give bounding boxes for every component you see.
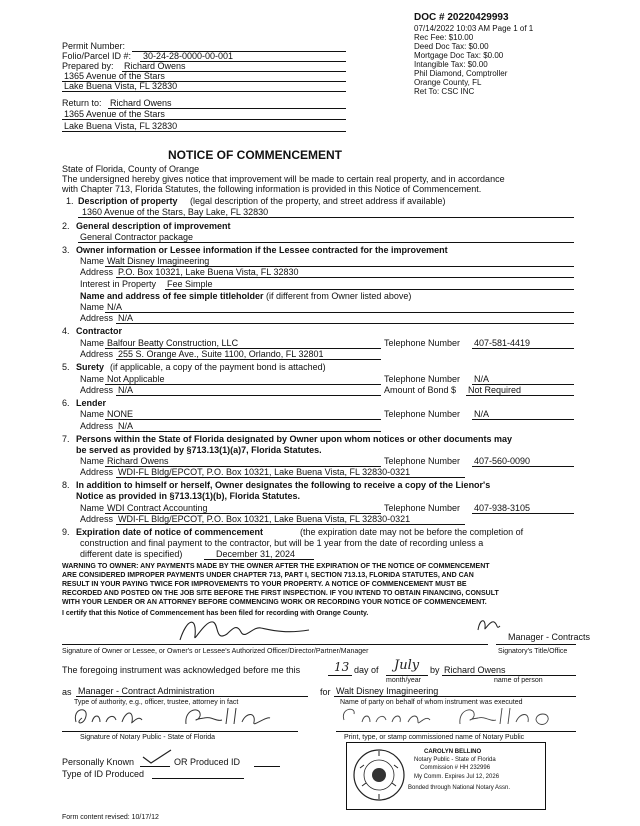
item-8-label-1: In addition to himself or herself, Owner designates the following to receive a copy of the Lienor's <box>76 480 491 490</box>
surety-address-label: Address <box>80 385 114 395</box>
certify-statement: I certify that this Notice of Commencement has been filed for recording with Orange County. <box>62 610 369 617</box>
ack-person: Richard Owens <box>444 665 506 675</box>
surety-name: Not Applicable <box>107 374 165 384</box>
prepared-address-line-2 <box>62 91 346 92</box>
item-7-label-2: be served as provided by §713.13(1)(a)7, Florida Statutes. <box>76 445 322 455</box>
lender-name-line <box>105 419 381 420</box>
return-address-line-2 <box>62 131 346 132</box>
owner-address-line <box>116 277 574 278</box>
copy-tel: 407-938-3105 <box>474 503 531 513</box>
owner-name: Walt Disney Imagineering <box>107 256 210 266</box>
designee-name: Richard Owens <box>107 456 169 466</box>
item-4-number: 4. <box>62 326 70 336</box>
monthyear-caption: month/year <box>386 677 422 684</box>
personally-known-label: Personally Known <box>62 757 135 767</box>
ack-person-line <box>442 675 576 676</box>
signature-caption: Signature of Owner or Lessee, or Owner's or Lessee's Authorized Officer/Director/Partner/Manager <box>62 648 369 655</box>
lender-name-label: Name <box>80 409 105 419</box>
owner-address-label: Address <box>80 267 114 277</box>
ack-day-line <box>328 675 352 676</box>
designee-name-label: Name <box>80 456 105 466</box>
item-5-number: 5. <box>62 362 70 372</box>
state-county: State of Florida, County of Orange <box>62 164 200 174</box>
item-9-desc-1: (the expiration date may not be before the completion of <box>300 527 524 537</box>
surety-tel-label: Telephone Number <box>384 374 461 384</box>
item-1-desc: (legal description of the property, and street address if available) <box>190 196 446 206</box>
expiration-date: December 31, 2024 <box>216 549 296 559</box>
page-title: NOTICE OF COMMENCEMENT <box>168 148 342 162</box>
return-to-recording: Ret To: CSC INC <box>414 87 475 96</box>
owner-address: P.O. Box 10321, Lake Buena Vista, FL 32830 <box>118 267 299 277</box>
item-5-desc: (if applicable, a copy of the payment bond is attached) <box>110 362 326 372</box>
item-7-number: 7. <box>62 434 70 444</box>
titleholder-address-label: Address <box>80 313 114 323</box>
notary-printed-name <box>330 704 560 730</box>
bond-amount: Not Required <box>468 385 522 395</box>
ack-month-line <box>386 675 428 676</box>
folio-label: Folio/Parcel ID #: <box>62 51 132 61</box>
ack-month: July <box>394 658 420 673</box>
initials-mark <box>476 616 502 634</box>
ack-prefix: The foregoing instrument was acknowledged before me this <box>62 665 301 675</box>
contractor-name-label: Name <box>80 338 105 348</box>
lender-address: N/A <box>118 421 134 431</box>
copy-tel-label: Telephone Number <box>384 503 461 513</box>
personally-known-line <box>140 766 170 767</box>
stamp-line-3: Commission # HH 232996 <box>420 765 491 771</box>
bond-label: Amount of Bond $ <box>384 385 457 395</box>
ack-day: 13 <box>334 660 350 674</box>
recording-date: 07/14/2022 10:03 AM Page 1 of 1 <box>414 24 534 33</box>
county: Orange County, FL <box>414 78 482 87</box>
prepared-address-1: 1365 Avenue of the Stars <box>64 71 165 81</box>
titleholder-name-line <box>105 312 574 313</box>
lender-address-label: Address <box>80 421 114 431</box>
authority-caption: Type of authority, e.g., officer, trustee, attorney in fact <box>74 699 239 706</box>
folio-value: 30-24-28-0000-00-001 <box>143 51 234 61</box>
stamp-line-4: My Comm. Expires Jul 12, 2026 <box>414 774 500 780</box>
lender-tel-line <box>472 419 574 420</box>
produced-id-line <box>254 766 280 767</box>
copy-tel-line <box>472 513 574 514</box>
copy-address-label: Address <box>80 514 114 524</box>
prepared-address-2: Lake Buena Vista, FL 32830 <box>64 81 178 91</box>
authority-line <box>76 696 308 697</box>
deed-doc-tax: Deed Doc Tax: $0.00 <box>414 42 489 51</box>
stamp-line-2: Notary Public - State of Florida <box>414 757 496 763</box>
designee-address-label: Address <box>80 467 114 477</box>
item-6-label: Lender <box>76 398 107 408</box>
owner-signature <box>175 614 315 648</box>
comptroller: Phil Diamond, Comptroller <box>414 69 508 78</box>
id-type-line <box>152 778 244 779</box>
designee-address-line <box>116 477 465 478</box>
intangible-tax: Intangible Tax: $0.00 <box>414 60 488 69</box>
checkmark-icon <box>140 748 174 766</box>
item-2-label: General description of improvement <box>76 221 231 231</box>
copy-address: WDI-FL Bldg/EPCOT, P.O. Box 10321, Lake Buena Vista, FL 32830-0321 <box>118 514 411 524</box>
property-line <box>78 217 574 218</box>
notary-name-caption: Print, type, or stamp commissioned name of Notary Public <box>344 734 525 741</box>
warning-line-2: ARE CONSIDERED IMPROPER PAYMENTS UNDER CHAPTER 713, PART I, SECTION 713.13, FLORIDA STATUTES, AND CAN <box>62 572 474 579</box>
signer-title: Manager - Contracts <box>508 632 591 642</box>
improvement-line <box>78 242 574 243</box>
surety-name-line <box>105 384 381 385</box>
surety-name-label: Name <box>80 374 105 384</box>
warning-line-4: RECORDED AND POSTED ON THE JOB SITE BEFORE THE FIRST INSPECTION. IF YOU INTEND TO OBTAIN FINANCING, CONSULT <box>62 590 499 597</box>
prepared-value: Richard Owens <box>124 61 186 71</box>
contractor-tel-label: Telephone Number <box>384 338 461 348</box>
copy-name: WDI Contract Accounting <box>107 503 208 513</box>
lender-name: NONE <box>107 409 134 419</box>
item-9-desc-3: different date is specified) <box>80 549 183 559</box>
surety-tel: N/A <box>474 374 490 384</box>
item-9-label: Expiration date of notice of commencement <box>76 527 264 537</box>
item-3-number: 3. <box>62 245 70 255</box>
item-2-number: 2. <box>62 221 70 231</box>
interest-label: Interest in Property <box>80 279 157 289</box>
property-description: 1360 Avenue of the Stars, Bay Lake, FL 32830 <box>82 207 269 217</box>
interest-line <box>165 289 574 290</box>
warning-line-3: RESULT IN YOUR PAYING TWICE FOR IMPROVEMENTS TO YOUR PROPERTY. A NOTICE OF COMMENCEMENT MUST BE <box>62 581 467 588</box>
doc-number: DOC # 20220429993 <box>414 12 509 23</box>
designee-tel: 407-560-0090 <box>474 456 531 466</box>
notary-seal-icon <box>352 748 406 802</box>
permit-label: Permit Number: <box>62 41 126 51</box>
contractor-address-label: Address <box>80 349 114 359</box>
contractor-name: Balfour Beatty Construction, LLC <box>107 338 239 348</box>
designee-address: WDI-FL Bldg/EPCOT, P.O. Box 10321, Lake Buena Vista, FL 32830-0321 <box>118 467 411 477</box>
party-line <box>334 696 576 697</box>
authority-value: Manager - Contract Administration <box>78 686 215 696</box>
item-3-label: Owner information or Lessee information if the Lessee contracted for the improvement <box>76 245 448 255</box>
notary-signature <box>66 704 276 730</box>
return-value: Richard Owens <box>110 98 172 108</box>
item-1-label: Description of property <box>78 196 178 206</box>
stamp-line-1: CAROLYN BELLINO <box>424 749 482 755</box>
as-label: as <box>62 687 72 697</box>
copy-address-line <box>116 524 465 525</box>
stamp-line-5: Bonded through National Notary Assn. <box>408 785 511 791</box>
contractor-tel: 407-581-4419 <box>474 338 531 348</box>
signer-title-line <box>496 644 576 645</box>
titleholder-label: Name and address of fee simple titleholder <box>80 291 264 301</box>
lender-tel-label: Telephone Number <box>384 409 461 419</box>
intro-line-2: with Chapter 713, Florida Statutes, the following information is provided in this Notice of Commencement. <box>62 184 482 194</box>
form-revision: Form content revised: 10/17/12 <box>62 814 159 821</box>
party-value: Walt Disney Imagineering <box>336 686 439 696</box>
titleholder-name-label: Name <box>80 302 105 312</box>
return-address-2: Lake Buena Vista, FL 32830 <box>64 121 178 131</box>
titleholder-desc: (if different from Owner listed above) <box>266 291 412 301</box>
prepared-label: Prepared by: <box>62 61 114 71</box>
expiration-line <box>204 559 314 560</box>
titleholder-address-line <box>116 323 574 324</box>
surety-address-line <box>116 395 381 396</box>
item-6-number: 6. <box>62 398 70 408</box>
item-4-label: Contractor <box>76 326 123 336</box>
warning-line-5: WITH YOUR LENDER OR AN ATTORNEY BEFORE COMMENCING WORK OR RECORDING YOUR NOTICE OF COMMENCEMENT. <box>62 599 487 606</box>
owner-name-label: Name <box>80 256 105 266</box>
lender-tel: N/A <box>474 409 490 419</box>
return-address-1: 1365 Avenue of the Stars <box>64 109 165 119</box>
rec-fee: Rec Fee: $10.00 <box>414 33 474 42</box>
item-5-label: Surety <box>76 362 105 372</box>
item-1-number: 1. <box>66 196 74 206</box>
item-8-label-2: Notice as provided in §713.13(1)(b), Florida Statutes. <box>76 491 301 501</box>
for-label: for <box>320 687 331 697</box>
owner-signature-line <box>62 644 488 645</box>
item-8-number: 8. <box>62 480 70 490</box>
copy-name-label: Name <box>80 503 105 513</box>
designee-tel-line <box>472 466 574 467</box>
titleholder-address: N/A <box>118 313 134 323</box>
titleholder-name: N/A <box>107 302 123 312</box>
id-type-label: Type of ID Produced <box>62 769 145 779</box>
person-caption: name of person <box>494 677 543 684</box>
notary-signature-line <box>62 731 298 732</box>
contractor-tel-line <box>472 348 574 349</box>
item-7-label-1: Persons within the State of Florida designated by Owner upon whom notices or other documents may <box>76 434 513 444</box>
contractor-address: 255 S. Orange Ave., Suite 1100, Orlando, FL 32801 <box>118 349 324 359</box>
notary-signature-caption: Signature of Notary Public - State of Florida <box>80 734 216 741</box>
contractor-address-line <box>116 359 381 360</box>
return-address-line-1 <box>62 119 346 120</box>
mortgage-doc-tax: Mortgage Doc Tax: $0.00 <box>414 51 504 60</box>
notary-name-line <box>336 731 576 732</box>
ack-day-label: day of <box>354 665 379 675</box>
intro-line-1: The undersigned hereby gives notice that improvement will be made to certain real property, and in accordance <box>62 174 505 184</box>
produced-id-label: OR Produced ID <box>174 757 241 767</box>
item-9-number: 9. <box>62 527 70 537</box>
designee-tel-label: Telephone Number <box>384 456 461 466</box>
return-label: Return to: <box>62 98 102 108</box>
warning-line-1: WARNING TO OWNER: ANY PAYMENTS MADE BY THE OWNER AFTER THE EXPIRATION OF THE NOTICE OF COMMENCEMENT <box>62 563 490 570</box>
bond-line <box>466 395 574 396</box>
lender-address-line <box>116 431 381 432</box>
improvement-description: General Contractor package <box>80 232 194 242</box>
party-caption: Name of party on behalf of whom instrument was executed <box>340 699 523 706</box>
title-caption: Signatory's Title/Office <box>498 648 568 655</box>
item-9-desc-2: construction and final payment to the contractor, but will be 1 year from the date of recording unless a <box>80 538 484 548</box>
interest-value: Fee Simple <box>167 279 213 289</box>
ack-by: by <box>430 665 440 675</box>
surety-address: N/A <box>118 385 134 395</box>
